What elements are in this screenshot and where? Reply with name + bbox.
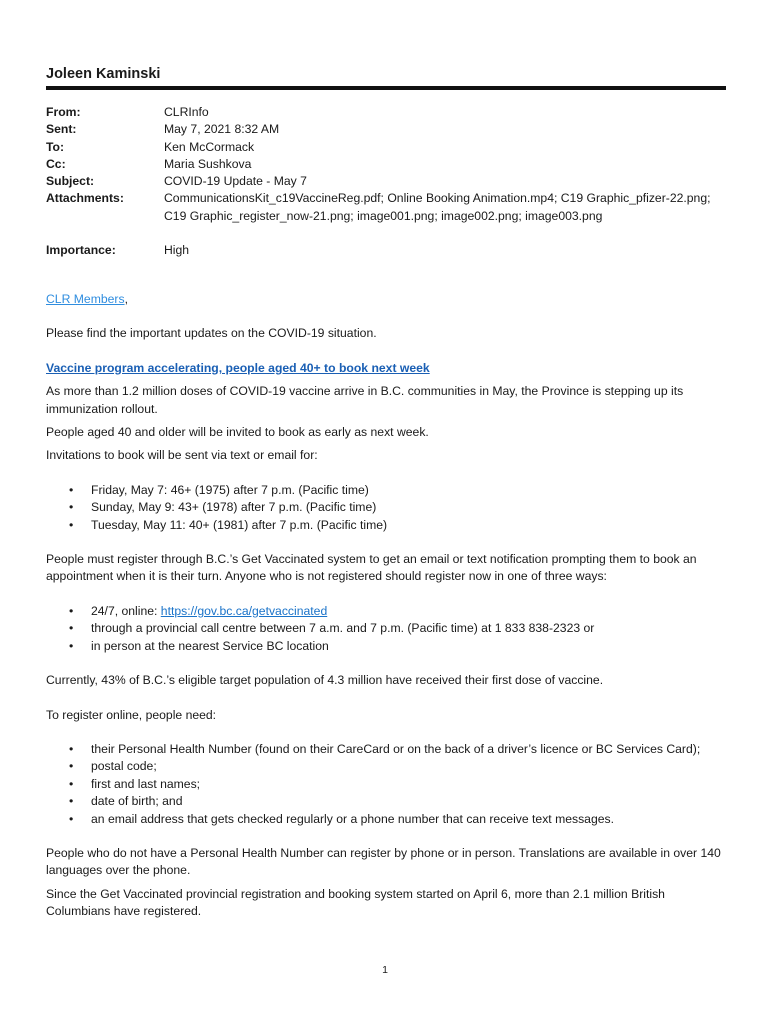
requirements-list	[46, 741, 726, 828]
attachments-line-2: C19 Graphic_register_now-21.png; image001.png; image002.png; image003.png	[164, 208, 603, 223]
paragraph-1: As more than 1.2 million doses of COVID-19 vaccine arrive in B.C. communities in May, the Province is stepping up its immunization rollout.	[46, 384, 684, 416]
header-rule	[46, 86, 726, 90]
list-item: • date of birth; and	[46, 793, 726, 810]
section-heading-wrap	[46, 360, 726, 377]
importance-row	[46, 242, 736, 259]
subject-label: Subject:	[46, 174, 95, 189]
paragraph-2: People aged 40 and older will be invited to book as early as next week.	[46, 425, 429, 440]
importance-value: High	[164, 243, 190, 258]
intro-text: Please find the important updates on the COVID-19 situation.	[46, 326, 377, 341]
list-item	[46, 603, 726, 620]
attachments-row	[46, 190, 736, 225]
attachments-label: Attachments:	[46, 191, 124, 206]
email-body	[46, 291, 726, 921]
sent-value: May 7, 2021 8:32 AM	[164, 122, 280, 137]
section-heading-link[interactable]: Vaccine program accelerating, people aged 40+ to book next week	[46, 360, 430, 375]
list-item: • through a provincial call centre between 7 a.m. and 7 p.m. (Pacific time) at 1 833 838-2323 or	[46, 620, 726, 637]
list-item: • an email address that gets checked regularly or a phone number that can receive text messages.	[46, 811, 726, 828]
paragraph-3: Invitations to book will be sent via text or email for:	[46, 448, 318, 463]
getvaccinated-link[interactable]: https://gov.bc.ca/getvaccinated	[160, 603, 328, 618]
sent-row	[46, 121, 736, 138]
paragraph-8: Since the Get Vaccinated provincial registration and booking system started on April 6, more than 2.1 million British Columbians have registered.	[46, 886, 665, 919]
attachments-value	[164, 190, 736, 225]
cc-label: Cc:	[46, 156, 66, 171]
list-item: • Sunday, May 9: 43+ (1978) after 7 p.m. (Pacific time)	[46, 499, 726, 516]
to-label: To:	[46, 139, 65, 154]
paragraph-7: People who do not have a Personal Health Number can register by phone or in person. Translations are available in over 140 languages over the phone.	[46, 845, 721, 878]
from-label: From:	[46, 105, 81, 119]
greeting-link[interactable]: CLR Members	[46, 292, 125, 306]
importance-label: Importance:	[46, 243, 116, 258]
from-row	[46, 104, 736, 121]
to-row	[46, 139, 736, 156]
registration-methods-list	[46, 603, 726, 655]
attachments-line-1: CommunicationsKit_c19VaccineReg.pdf; Online Booking Animation.mp4; C19 Graphic_pfizer-22.png;	[164, 191, 711, 206]
from-value: CLRInfo	[164, 105, 209, 119]
list-item: • in person at the nearest Service BC location	[46, 638, 726, 655]
paragraph-6: To register online, people need:	[46, 707, 217, 722]
author-name: Joleen Kaminski	[46, 66, 161, 82]
greeting-suffix: ,	[124, 292, 128, 306]
list-item: • first and last names;	[46, 776, 726, 793]
cc-value: Maria Sushkova	[164, 156, 252, 171]
cc-row	[46, 156, 736, 173]
online-prefix: 24/7, online:	[91, 603, 161, 618]
list-item: • Tuesday, May 11: 40+ (1981) after 7 p.m. (Pacific time)	[46, 517, 726, 534]
greeting	[46, 291, 726, 308]
invitation-list	[46, 482, 726, 534]
subject-row	[46, 173, 736, 190]
sent-label: Sent:	[46, 122, 77, 137]
page-number: 1	[382, 964, 388, 976]
subject-value: COVID-19 Update - May 7	[164, 174, 307, 189]
list-item: • their Personal Health Number (found on their CareCard or on the back of a driver’s licence or BC Services Card);	[46, 741, 726, 758]
list-item: • Friday, May 7: 46+ (1975) after 7 p.m. (Pacific time)	[46, 482, 726, 499]
email-header	[46, 104, 736, 259]
paragraph-5: Currently, 43% of B.C.’s eligible target population of 4.3 million have received their first dose of vaccine.	[46, 673, 604, 688]
list-item: • postal code;	[46, 758, 726, 775]
to-value: Ken McCormack	[164, 139, 255, 154]
paragraph-4: People must register through B.C.’s Get Vaccinated system to get an email or text notification prompting them to book an appointment when it is their turn. Anyone who is not registered should register now in one of three ways:	[46, 552, 697, 584]
